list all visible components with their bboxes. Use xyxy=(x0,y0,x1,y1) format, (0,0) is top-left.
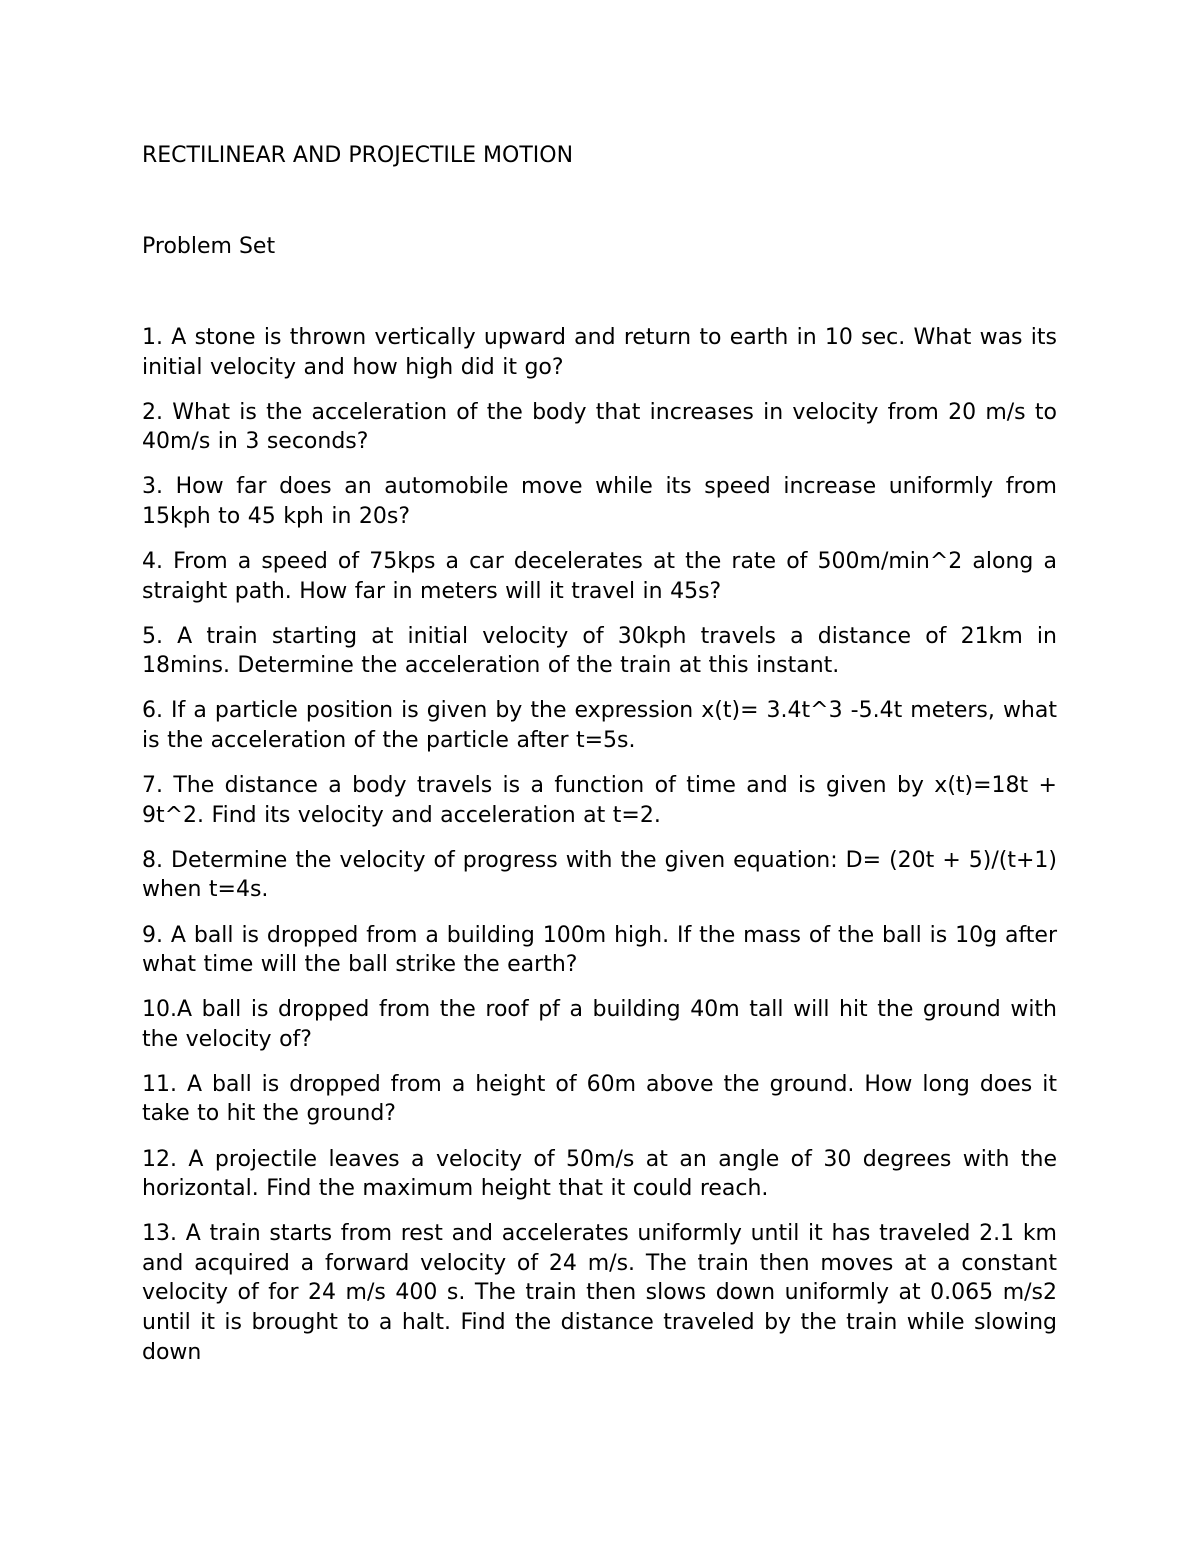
problem-item: 7. The distance a body travels is a function of time and is given by x(t)=18t + 9t^2. Find its velocity and acceleration at t=2. xyxy=(142,773,1057,828)
document-subtitle: Problem Set xyxy=(142,234,276,259)
problem-item: 8. Determine the velocity of progress with the given equation: D= (20t + 5)/(t+1) when t=4s. xyxy=(142,847,1057,903)
problem-item: 10.A ball is dropped from the roof pf a building 40m tall will hit the ground with the velocity of? xyxy=(142,997,1057,1052)
problem-item: 13. A train starts from rest and accelerates uniformly until it has traveled 2.1 km and acquired a forward velocity of 24 m/s. The train then moves at a constant velocity of for 24 m/s 400 s. The train then slows down uniformly at 0.065 m/s2 until it is brought to a halt. Find the distance traveled by the train while slowing down xyxy=(142,1221,1057,1365)
problem-item: 5. A train starting at initial velocity of 30kph travels a distance of 21km in 18mins. Determine the acceleration of the train at this instant. xyxy=(142,623,1057,679)
document-title: RECTILINEAR AND PROJECTILE MOTION xyxy=(142,143,574,168)
problem-item: 11. A ball is dropped from a height of 60m above the ground. How long does it take to hit the ground? xyxy=(142,1071,1057,1127)
problem-item: 6. If a particle position is given by the expression x(t)= 3.4t^3 -5.4t meters, what is the acceleration of the particle after t=5s. xyxy=(142,698,1057,754)
problem-item: 2. What is the acceleration of the body that increases in velocity from 20 m/s to 40m/s in 3 seconds? xyxy=(142,399,1057,455)
problem-item: 1. A stone is thrown vertically upward and return to earth in 10 sec. What was its initial velocity and how high did it go? xyxy=(142,325,1057,380)
problem-item: 9. A ball is dropped from a building 100m high. If the mass of the ball is 10g after what time will the ball strike the earth? xyxy=(142,922,1057,978)
document-body xyxy=(142,141,1057,1383)
problem-list xyxy=(142,323,1057,1367)
problem-item: 4. From a speed of 75kps a car decelerates at the rate of 500m/min^2 along a straight path. How far in meters will it travel in 45s? xyxy=(142,549,1057,604)
problem-item: 3. How far does an automobile move while its speed increase uniformly from 15kph to 45 kph in 20s? xyxy=(142,474,1057,529)
problem-item: 12. A projectile leaves a velocity of 50m/s at an angle of 30 degrees with the horizontal. Find the maximum height that it could reach. xyxy=(142,1146,1057,1202)
